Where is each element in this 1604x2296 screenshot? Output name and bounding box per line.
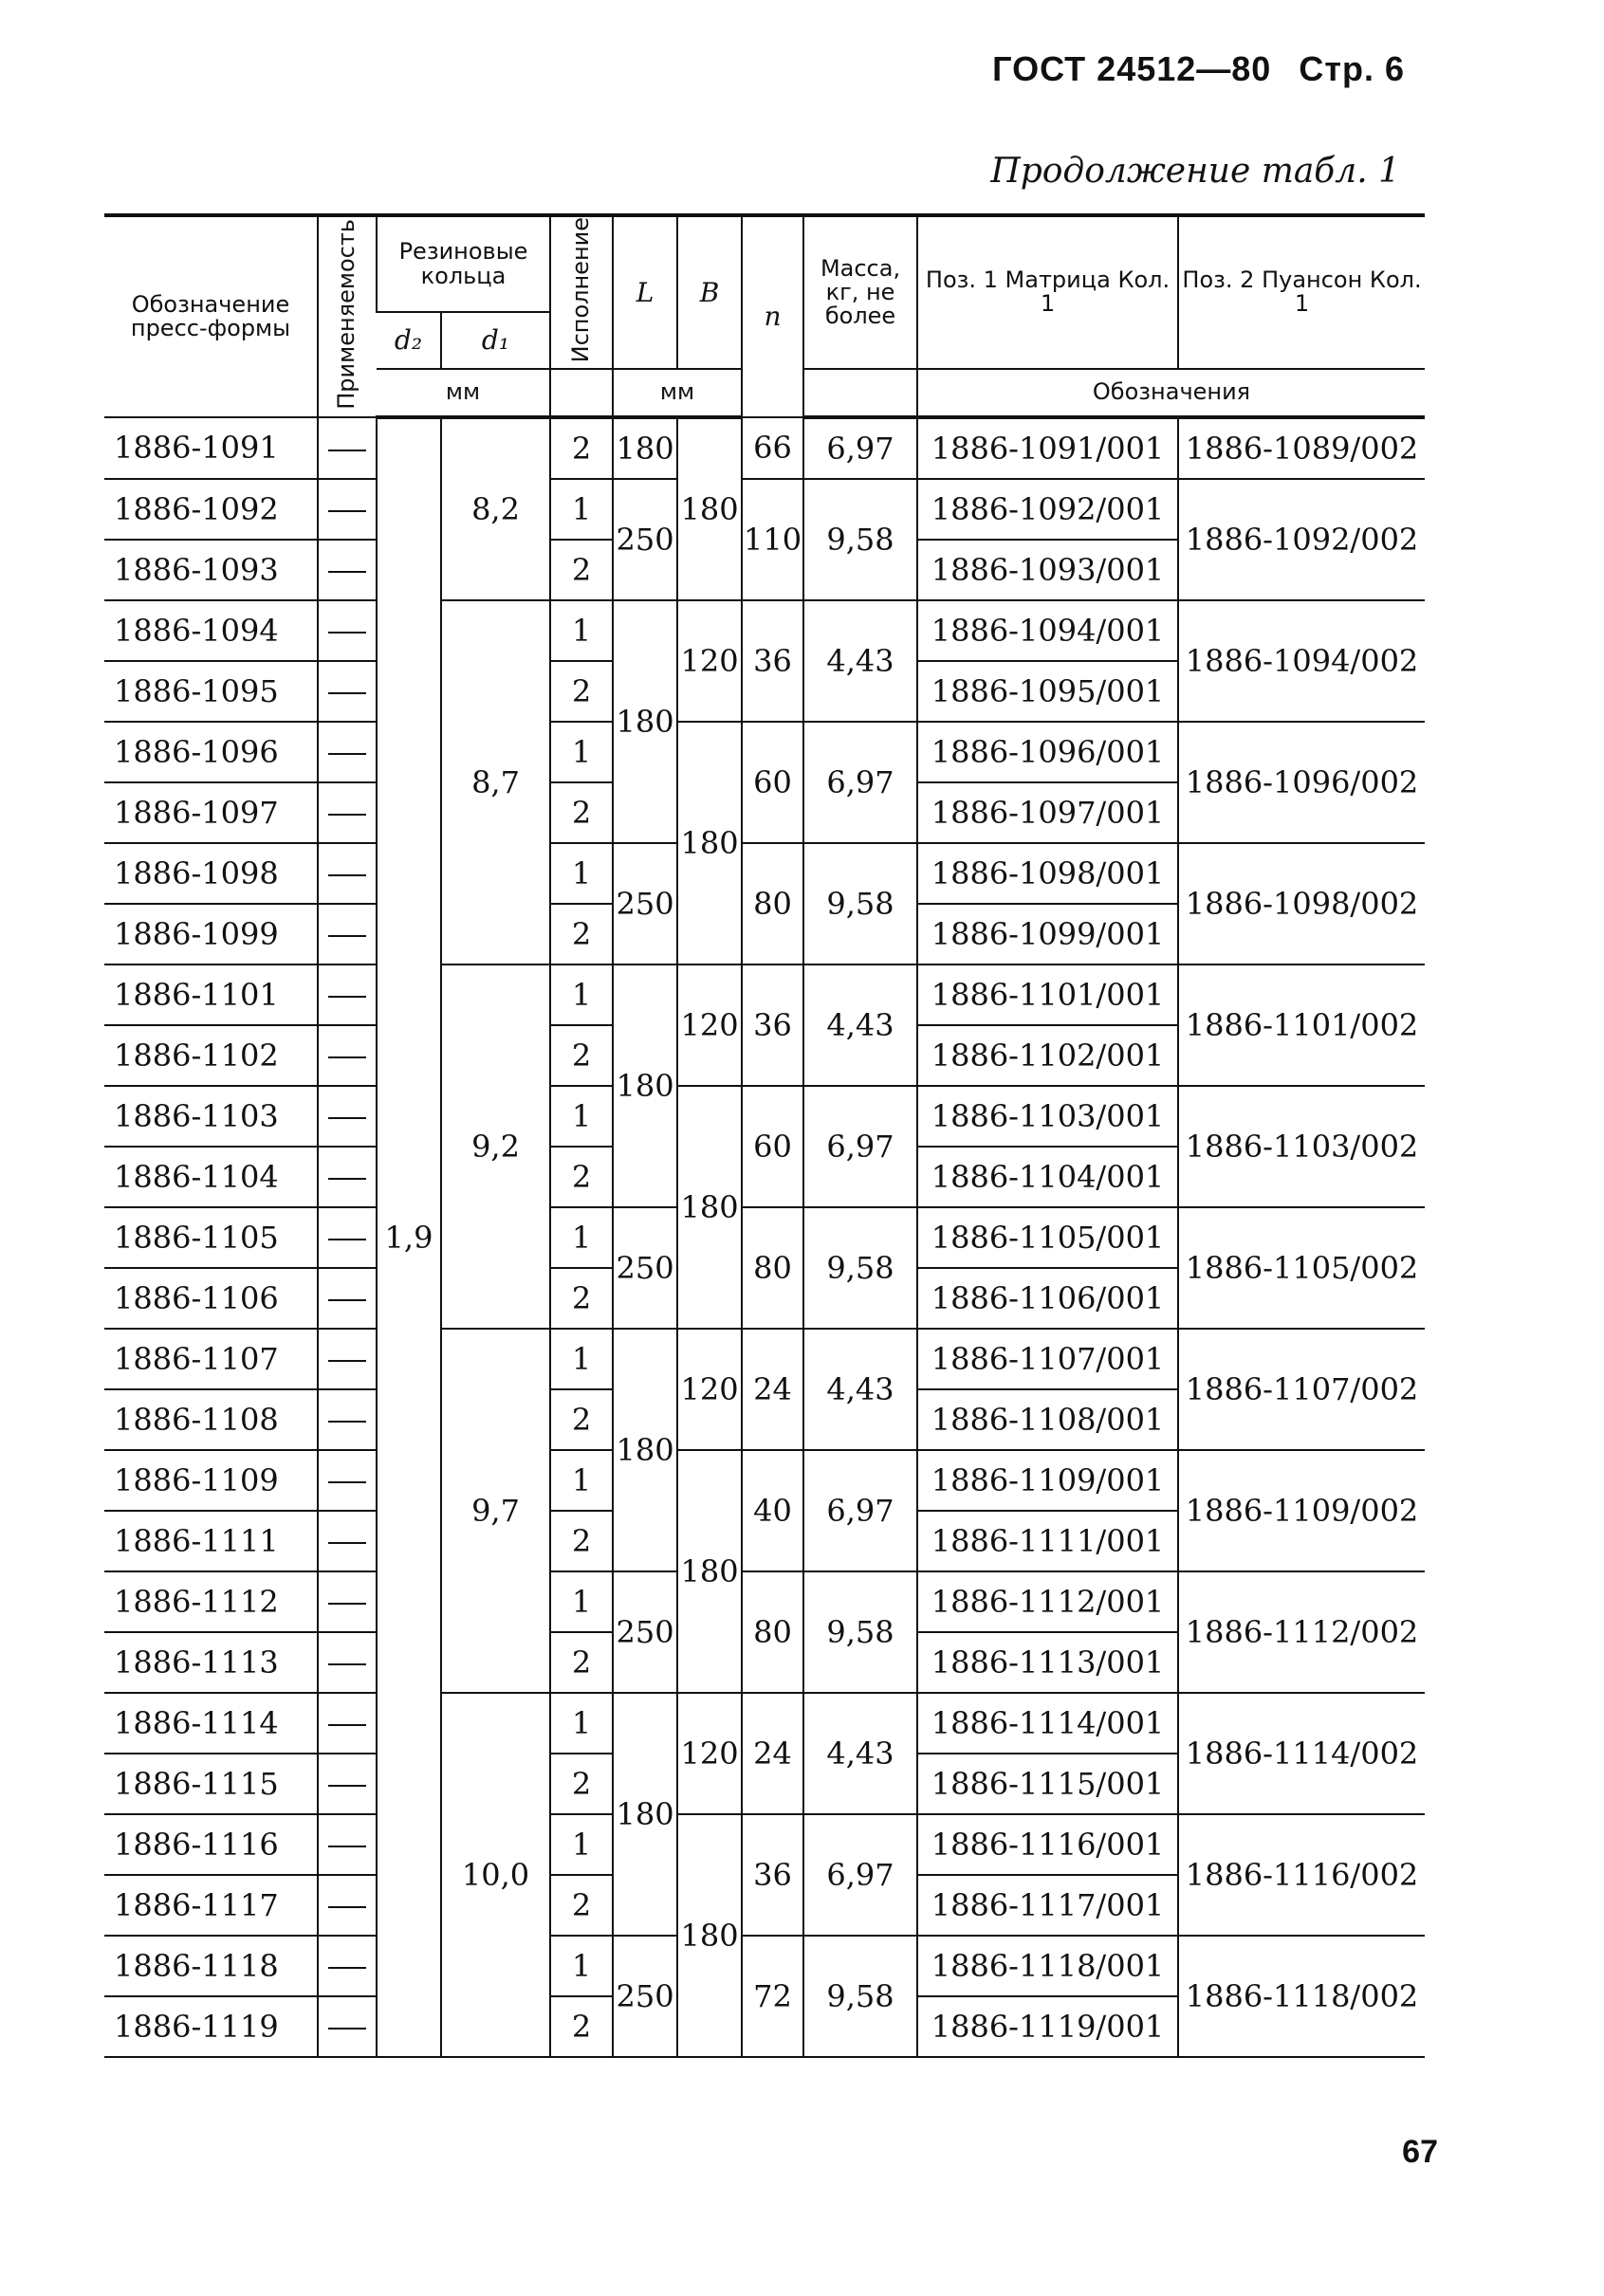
applicability-cell xyxy=(318,540,377,600)
table-row xyxy=(104,417,1425,479)
pos1-designation: 1886-1109/001 xyxy=(917,1450,1178,1511)
version-value: 1 xyxy=(550,964,613,1025)
version-value: 2 xyxy=(550,782,613,843)
mass-value: 4,43 xyxy=(803,1693,917,1814)
pos2-designation: 1886-1098/002 xyxy=(1178,843,1425,964)
applicability-cell xyxy=(318,1450,377,1511)
mass-value: 9,58 xyxy=(803,1207,917,1329)
applicability-cell xyxy=(318,1025,377,1086)
applicability-cell xyxy=(318,417,377,479)
applicability-cell xyxy=(318,1207,377,1268)
applicability-cell xyxy=(318,1996,377,2057)
dash-mark xyxy=(328,1360,366,1362)
version-value: 1 xyxy=(550,843,613,904)
press-form-code: 1886-1104 xyxy=(104,1147,318,1207)
table-row xyxy=(104,600,1425,661)
col-d1: d₁ xyxy=(441,312,550,368)
mass-value: 4,43 xyxy=(803,964,917,1086)
applicability-cell xyxy=(318,1632,377,1693)
d1-value: 9,2 xyxy=(441,964,550,1329)
press-form-code: 1886-1118 xyxy=(104,1936,318,1996)
dash-mark xyxy=(328,1117,366,1119)
dash-mark xyxy=(328,1056,366,1058)
dash-mark xyxy=(328,1724,366,1726)
n-value: 40 xyxy=(742,1450,803,1571)
dash-mark xyxy=(328,874,366,876)
B-value: 180 xyxy=(677,1450,742,1693)
col-n: n xyxy=(742,215,803,417)
designations-header: Обозначения xyxy=(917,369,1425,417)
pos1-designation: 1886-1097/001 xyxy=(917,782,1178,843)
applicability-cell xyxy=(318,1147,377,1207)
d2-value: 1,9 xyxy=(377,417,441,2057)
pos1-designation: 1886-1106/001 xyxy=(917,1268,1178,1329)
n-value: 24 xyxy=(742,1693,803,1814)
page-header xyxy=(975,49,1405,89)
pos2-designation: 1886-1101/002 xyxy=(1178,964,1425,1086)
press-form-code: 1886-1095 xyxy=(104,661,318,722)
data-table-container xyxy=(104,213,1425,2058)
applicability-cell xyxy=(318,1571,377,1632)
version-value: 2 xyxy=(550,1147,613,1207)
col-pos2: Поз. 2 Пуансон Кол. 1 xyxy=(1178,215,1425,369)
table-body xyxy=(104,417,1425,2057)
mass-value: 9,58 xyxy=(803,479,917,600)
unit-mm-dims: мм xyxy=(613,369,742,417)
dash-mark xyxy=(328,1603,366,1605)
press-form-code: 1886-1119 xyxy=(104,1996,318,2057)
table-row xyxy=(104,1329,1425,1389)
dash-mark xyxy=(328,632,366,634)
dash-mark xyxy=(328,1178,366,1180)
pos1-designation: 1886-1119/001 xyxy=(917,1996,1178,2057)
L-value: 250 xyxy=(613,479,677,600)
version-value: 1 xyxy=(550,1693,613,1754)
press-form-code: 1886-1113 xyxy=(104,1632,318,1693)
pos1-designation: 1886-1101/001 xyxy=(917,964,1178,1025)
n-value: 60 xyxy=(742,1086,803,1207)
table-row xyxy=(104,1814,1425,1875)
B-value: 120 xyxy=(677,600,742,722)
B-value: 120 xyxy=(677,1693,742,1814)
applicability-cell xyxy=(318,843,377,904)
n-value: 24 xyxy=(742,1329,803,1450)
mass-value: 6,97 xyxy=(803,417,917,479)
col-version: Исполнение xyxy=(550,215,613,369)
pos2-designation: 1886-1094/002 xyxy=(1178,600,1425,722)
version-value: 2 xyxy=(550,540,613,600)
version-value: 1 xyxy=(550,722,613,782)
pos1-designation: 1886-1093/001 xyxy=(917,540,1178,600)
press-form-code: 1886-1101 xyxy=(104,964,318,1025)
applicability-cell xyxy=(318,600,377,661)
dash-mark xyxy=(328,1421,366,1423)
applicability-cell xyxy=(318,782,377,843)
d1-value: 9,7 xyxy=(441,1329,550,1693)
pos1-designation: 1886-1111/001 xyxy=(917,1511,1178,1571)
pos2-designation: 1886-1105/002 xyxy=(1178,1207,1425,1329)
pos2-designation: 1886-1103/002 xyxy=(1178,1086,1425,1207)
pos1-designation: 1886-1114/001 xyxy=(917,1693,1178,1754)
press-form-code: 1886-1107 xyxy=(104,1329,318,1389)
pos1-designation: 1886-1118/001 xyxy=(917,1936,1178,1996)
dash-mark xyxy=(328,814,366,816)
press-form-code: 1886-1096 xyxy=(104,722,318,782)
applicability-cell xyxy=(318,904,377,964)
mass-value: 4,43 xyxy=(803,600,917,722)
version-value: 1 xyxy=(550,1571,613,1632)
n-value: 80 xyxy=(742,1207,803,1329)
page-label: Стр. 6 xyxy=(1299,49,1405,88)
mass-value: 4,43 xyxy=(803,1329,917,1450)
L-value: 250 xyxy=(613,1207,677,1329)
version-value: 2 xyxy=(550,904,613,964)
dash-mark xyxy=(328,1967,366,1969)
n-value: 80 xyxy=(742,843,803,964)
L-value: 180 xyxy=(613,964,677,1207)
mass-value: 9,58 xyxy=(803,843,917,964)
col-B: B xyxy=(677,215,742,369)
d1-value: 8,7 xyxy=(441,600,550,964)
dash-mark xyxy=(328,1906,366,1908)
n-value: 36 xyxy=(742,964,803,1086)
col-applicability: Применяемость xyxy=(318,215,377,417)
version-value: 2 xyxy=(550,661,613,722)
version-value: 1 xyxy=(550,1086,613,1147)
mass-value: 6,97 xyxy=(803,722,917,843)
dash-mark xyxy=(328,1299,366,1301)
L-value: 250 xyxy=(613,1936,677,2057)
B-value: 120 xyxy=(677,1329,742,1450)
dash-mark xyxy=(328,571,366,573)
col-L: L xyxy=(613,215,677,369)
pos2-designation: 1886-1116/002 xyxy=(1178,1814,1425,1936)
version-value: 2 xyxy=(550,1996,613,2057)
press-form-code: 1886-1105 xyxy=(104,1207,318,1268)
applicability-cell xyxy=(318,1086,377,1147)
version-value: 2 xyxy=(550,1754,613,1814)
B-value: 180 xyxy=(677,1086,742,1329)
press-form-code: 1886-1098 xyxy=(104,843,318,904)
table-row xyxy=(104,1571,1425,1632)
table-row xyxy=(104,1450,1425,1511)
applicability-cell xyxy=(318,722,377,782)
pos2-designation: 1886-1114/002 xyxy=(1178,1693,1425,1814)
press-form-code: 1886-1094 xyxy=(104,600,318,661)
pos1-designation: 1886-1104/001 xyxy=(917,1147,1178,1207)
applicability-cell xyxy=(318,1389,377,1450)
version-value: 1 xyxy=(550,1936,613,1996)
pos1-designation: 1886-1113/001 xyxy=(917,1632,1178,1693)
L-value: 250 xyxy=(613,843,677,964)
pos2-designation: 1886-1096/002 xyxy=(1178,722,1425,843)
mass-value: 9,58 xyxy=(803,1936,917,2057)
n-value: 36 xyxy=(742,600,803,722)
table-caption: Продолжение табл. 1 xyxy=(990,152,1400,191)
version-value: 2 xyxy=(550,1511,613,1571)
pos2-designation: 1886-1109/002 xyxy=(1178,1450,1425,1571)
mass-value: 6,97 xyxy=(803,1814,917,1936)
mass-value: 6,97 xyxy=(803,1086,917,1207)
applicability-cell xyxy=(318,479,377,540)
press-form-code: 1886-1103 xyxy=(104,1086,318,1147)
mass-blank xyxy=(803,369,917,417)
press-form-code: 1886-1102 xyxy=(104,1025,318,1086)
L-value: 180 xyxy=(613,600,677,843)
press-form-code: 1886-1115 xyxy=(104,1754,318,1814)
applicability-cell xyxy=(318,1875,377,1936)
col-d2: d₂ xyxy=(377,312,441,368)
dash-mark xyxy=(328,2028,366,2030)
table-row xyxy=(104,964,1425,1025)
version-value: 1 xyxy=(550,600,613,661)
version-value: 1 xyxy=(550,479,613,540)
pos1-designation: 1886-1103/001 xyxy=(917,1086,1178,1147)
press-form-code: 1886-1111 xyxy=(104,1511,318,1571)
L-value: 250 xyxy=(613,1571,677,1693)
standard-number: ГОСТ 24512—80 xyxy=(992,49,1272,88)
pos1-designation: 1886-1105/001 xyxy=(917,1207,1178,1268)
dash-mark xyxy=(328,1785,366,1787)
version-value: 2 xyxy=(550,1268,613,1329)
press-form-code: 1886-1106 xyxy=(104,1268,318,1329)
L-value: 180 xyxy=(613,417,677,479)
version-value: 2 xyxy=(550,417,613,479)
applicability-cell xyxy=(318,1511,377,1571)
dash-mark xyxy=(328,935,366,937)
press-form-code: 1886-1108 xyxy=(104,1389,318,1450)
n-value: 80 xyxy=(742,1571,803,1693)
version-value: 1 xyxy=(550,1207,613,1268)
press-form-code: 1886-1097 xyxy=(104,782,318,843)
pos1-designation: 1886-1095/001 xyxy=(917,661,1178,722)
pos1-designation: 1886-1096/001 xyxy=(917,722,1178,782)
dash-mark xyxy=(328,753,366,755)
table-row xyxy=(104,1207,1425,1268)
dash-mark xyxy=(328,1846,366,1847)
pos2-designation: 1886-1112/002 xyxy=(1178,1571,1425,1693)
mass-value: 6,97 xyxy=(803,1450,917,1571)
B-value: 180 xyxy=(677,722,742,964)
pos1-designation: 1886-1102/001 xyxy=(917,1025,1178,1086)
pos1-designation: 1886-1107/001 xyxy=(917,1329,1178,1389)
B-value: 180 xyxy=(677,417,742,600)
pos1-designation: 1886-1092/001 xyxy=(917,479,1178,540)
n-value: 60 xyxy=(742,722,803,843)
pos1-designation: 1886-1098/001 xyxy=(917,843,1178,904)
pos1-designation: 1886-1116/001 xyxy=(917,1814,1178,1875)
table-row xyxy=(104,843,1425,904)
version-value: 2 xyxy=(550,1875,613,1936)
applicability-cell xyxy=(318,1329,377,1389)
press-form-code: 1886-1112 xyxy=(104,1571,318,1632)
pos1-designation: 1886-1112/001 xyxy=(917,1571,1178,1632)
table-row xyxy=(104,1693,1425,1754)
press-form-code: 1886-1099 xyxy=(104,904,318,964)
version-value: 2 xyxy=(550,1389,613,1450)
press-form-code: 1886-1114 xyxy=(104,1693,318,1754)
press-form-code: 1886-1109 xyxy=(104,1450,318,1511)
applicability-cell xyxy=(318,1754,377,1814)
applicability-cell xyxy=(318,1936,377,1996)
version-value: 1 xyxy=(550,1814,613,1875)
pos1-designation: 1886-1091/001 xyxy=(917,417,1178,479)
applicability-cell xyxy=(318,1693,377,1754)
B-value: 120 xyxy=(677,964,742,1086)
page-number: 67 xyxy=(1402,2134,1438,2170)
B-value: 180 xyxy=(677,1814,742,2057)
col-pos1: Поз. 1 Матрица Кол. 1 xyxy=(917,215,1178,369)
press-form-code: 1886-1092 xyxy=(104,479,318,540)
n-value: 66 xyxy=(742,417,803,479)
n-value: 36 xyxy=(742,1814,803,1936)
applicability-cell xyxy=(318,964,377,1025)
n-value: 110 xyxy=(742,479,803,600)
dash-mark xyxy=(328,692,366,694)
press-form-code: 1886-1093 xyxy=(104,540,318,600)
pos2-designation: 1886-1118/002 xyxy=(1178,1936,1425,2057)
mass-value: 9,58 xyxy=(803,1571,917,1693)
L-value: 180 xyxy=(613,1329,677,1571)
dash-mark xyxy=(328,510,366,512)
pos1-designation: 1886-1108/001 xyxy=(917,1389,1178,1450)
pos1-designation: 1886-1117/001 xyxy=(917,1875,1178,1936)
press-form-table xyxy=(104,213,1425,2058)
col-rings: Резиновые кольца xyxy=(377,215,550,312)
version-value: 2 xyxy=(550,1025,613,1086)
pos2-designation: 1886-1092/002 xyxy=(1178,479,1425,600)
press-form-code: 1886-1117 xyxy=(104,1875,318,1936)
dash-mark xyxy=(328,1663,366,1665)
pos1-designation: 1886-1099/001 xyxy=(917,904,1178,964)
table-row xyxy=(104,1086,1425,1147)
press-form-code: 1886-1091 xyxy=(104,417,318,479)
pos1-designation: 1886-1094/001 xyxy=(917,600,1178,661)
version-value: 1 xyxy=(550,1329,613,1389)
applicability-cell xyxy=(318,1268,377,1329)
applicability-cell xyxy=(318,661,377,722)
col-mass: Масса, кг, не более xyxy=(803,215,917,369)
dash-mark xyxy=(328,1542,366,1544)
L-value: 180 xyxy=(613,1693,677,1936)
version-blank xyxy=(550,369,613,417)
press-form-code: 1886-1116 xyxy=(104,1814,318,1875)
dash-mark xyxy=(328,450,366,451)
d1-value: 8,2 xyxy=(441,417,550,600)
version-value: 2 xyxy=(550,1632,613,1693)
col-designation: Обозначение пресс-формы xyxy=(104,215,318,417)
pos2-designation: 1886-1089/002 xyxy=(1178,417,1425,479)
applicability-cell xyxy=(318,1814,377,1875)
pos1-designation: 1886-1115/001 xyxy=(917,1754,1178,1814)
dash-mark xyxy=(328,996,366,998)
unit-mm-rings: мм xyxy=(377,369,550,417)
table-row xyxy=(104,479,1425,540)
table-row xyxy=(104,722,1425,782)
pos2-designation: 1886-1107/002 xyxy=(1178,1329,1425,1450)
version-value: 1 xyxy=(550,1450,613,1511)
table-row xyxy=(104,1936,1425,1996)
d1-value: 10,0 xyxy=(441,1693,550,2057)
n-value: 72 xyxy=(742,1936,803,2057)
dash-mark xyxy=(328,1239,366,1240)
dash-mark xyxy=(328,1481,366,1483)
